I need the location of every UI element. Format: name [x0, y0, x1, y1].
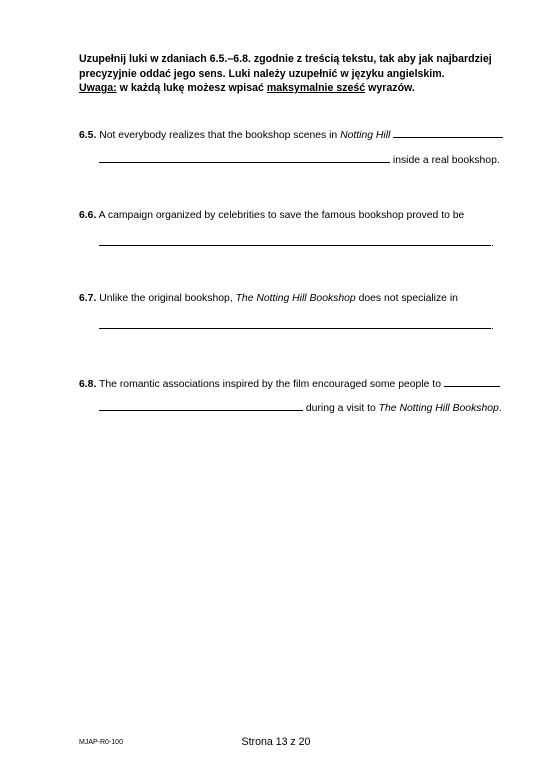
task-instructions	[79, 52, 509, 96]
answer-blank[interactable]	[99, 152, 390, 163]
task-text-end: .	[498, 403, 502, 414]
task-text-end: .	[491, 321, 494, 332]
task-text-end: inside a real bookshop.	[392, 155, 500, 166]
task-text-italic: The Notting Hill Bookshop	[235, 293, 356, 304]
task-text: The romantic associations inspired by the film encouraged some people to	[99, 379, 441, 390]
note-label: Uwaga:	[79, 82, 117, 94]
note-emphasis: maksymalnie sześć	[266, 82, 366, 94]
task-6-7	[79, 293, 458, 304]
task-text-end: .	[491, 238, 494, 249]
instructions-line-2: precyzyjnie oddać jego sens. Luki należy uzupełnić w języku angielskim.	[79, 67, 445, 80]
answer-blank[interactable]	[444, 376, 500, 387]
task-6-5-line-2	[99, 152, 500, 166]
task-6-8-line-2	[99, 400, 502, 414]
exam-code: MJAP-R0-100	[79, 739, 123, 746]
task-text-italic: Notting Hill	[340, 130, 391, 141]
task-6-6-line-2	[99, 235, 494, 249]
instructions-line-1: Uzupełnij luki w zdaniach 6.5.–6.8. zgodnie z treścią tekstu, tak aby jak najbardziej	[79, 53, 492, 65]
task-text: Unlike the original bookshop,	[99, 293, 236, 304]
task-text: Not everybody realizes that the bookshop scenes in	[99, 130, 341, 141]
task-number: 6.8.	[79, 379, 97, 390]
task-6-6	[79, 210, 464, 221]
answer-blank[interactable]	[99, 318, 491, 329]
task-text-italic: The Notting Hill Bookshop	[378, 403, 499, 414]
task-text: A campaign organized by celebrities to save the famous bookshop proved to be	[98, 210, 465, 221]
answer-blank[interactable]	[393, 127, 503, 138]
answer-blank[interactable]	[99, 235, 491, 246]
page-number: Strona 13 z 20	[241, 736, 311, 748]
task-text-after: during a visit to	[305, 403, 379, 414]
task-text-after: does not specialize in	[355, 293, 458, 304]
task-number: 6.6.	[79, 210, 97, 221]
answer-blank[interactable]	[99, 400, 303, 411]
task-number: 6.5.	[79, 130, 97, 141]
task-number: 6.7.	[79, 293, 97, 304]
note-end: wyrazów.	[365, 82, 415, 94]
task-6-5	[79, 127, 503, 141]
task-6-7-line-2	[99, 318, 494, 332]
task-6-8	[79, 376, 500, 390]
instructions-note	[79, 81, 509, 96]
note-mid: w każdą lukę możesz wpisać	[116, 82, 267, 94]
